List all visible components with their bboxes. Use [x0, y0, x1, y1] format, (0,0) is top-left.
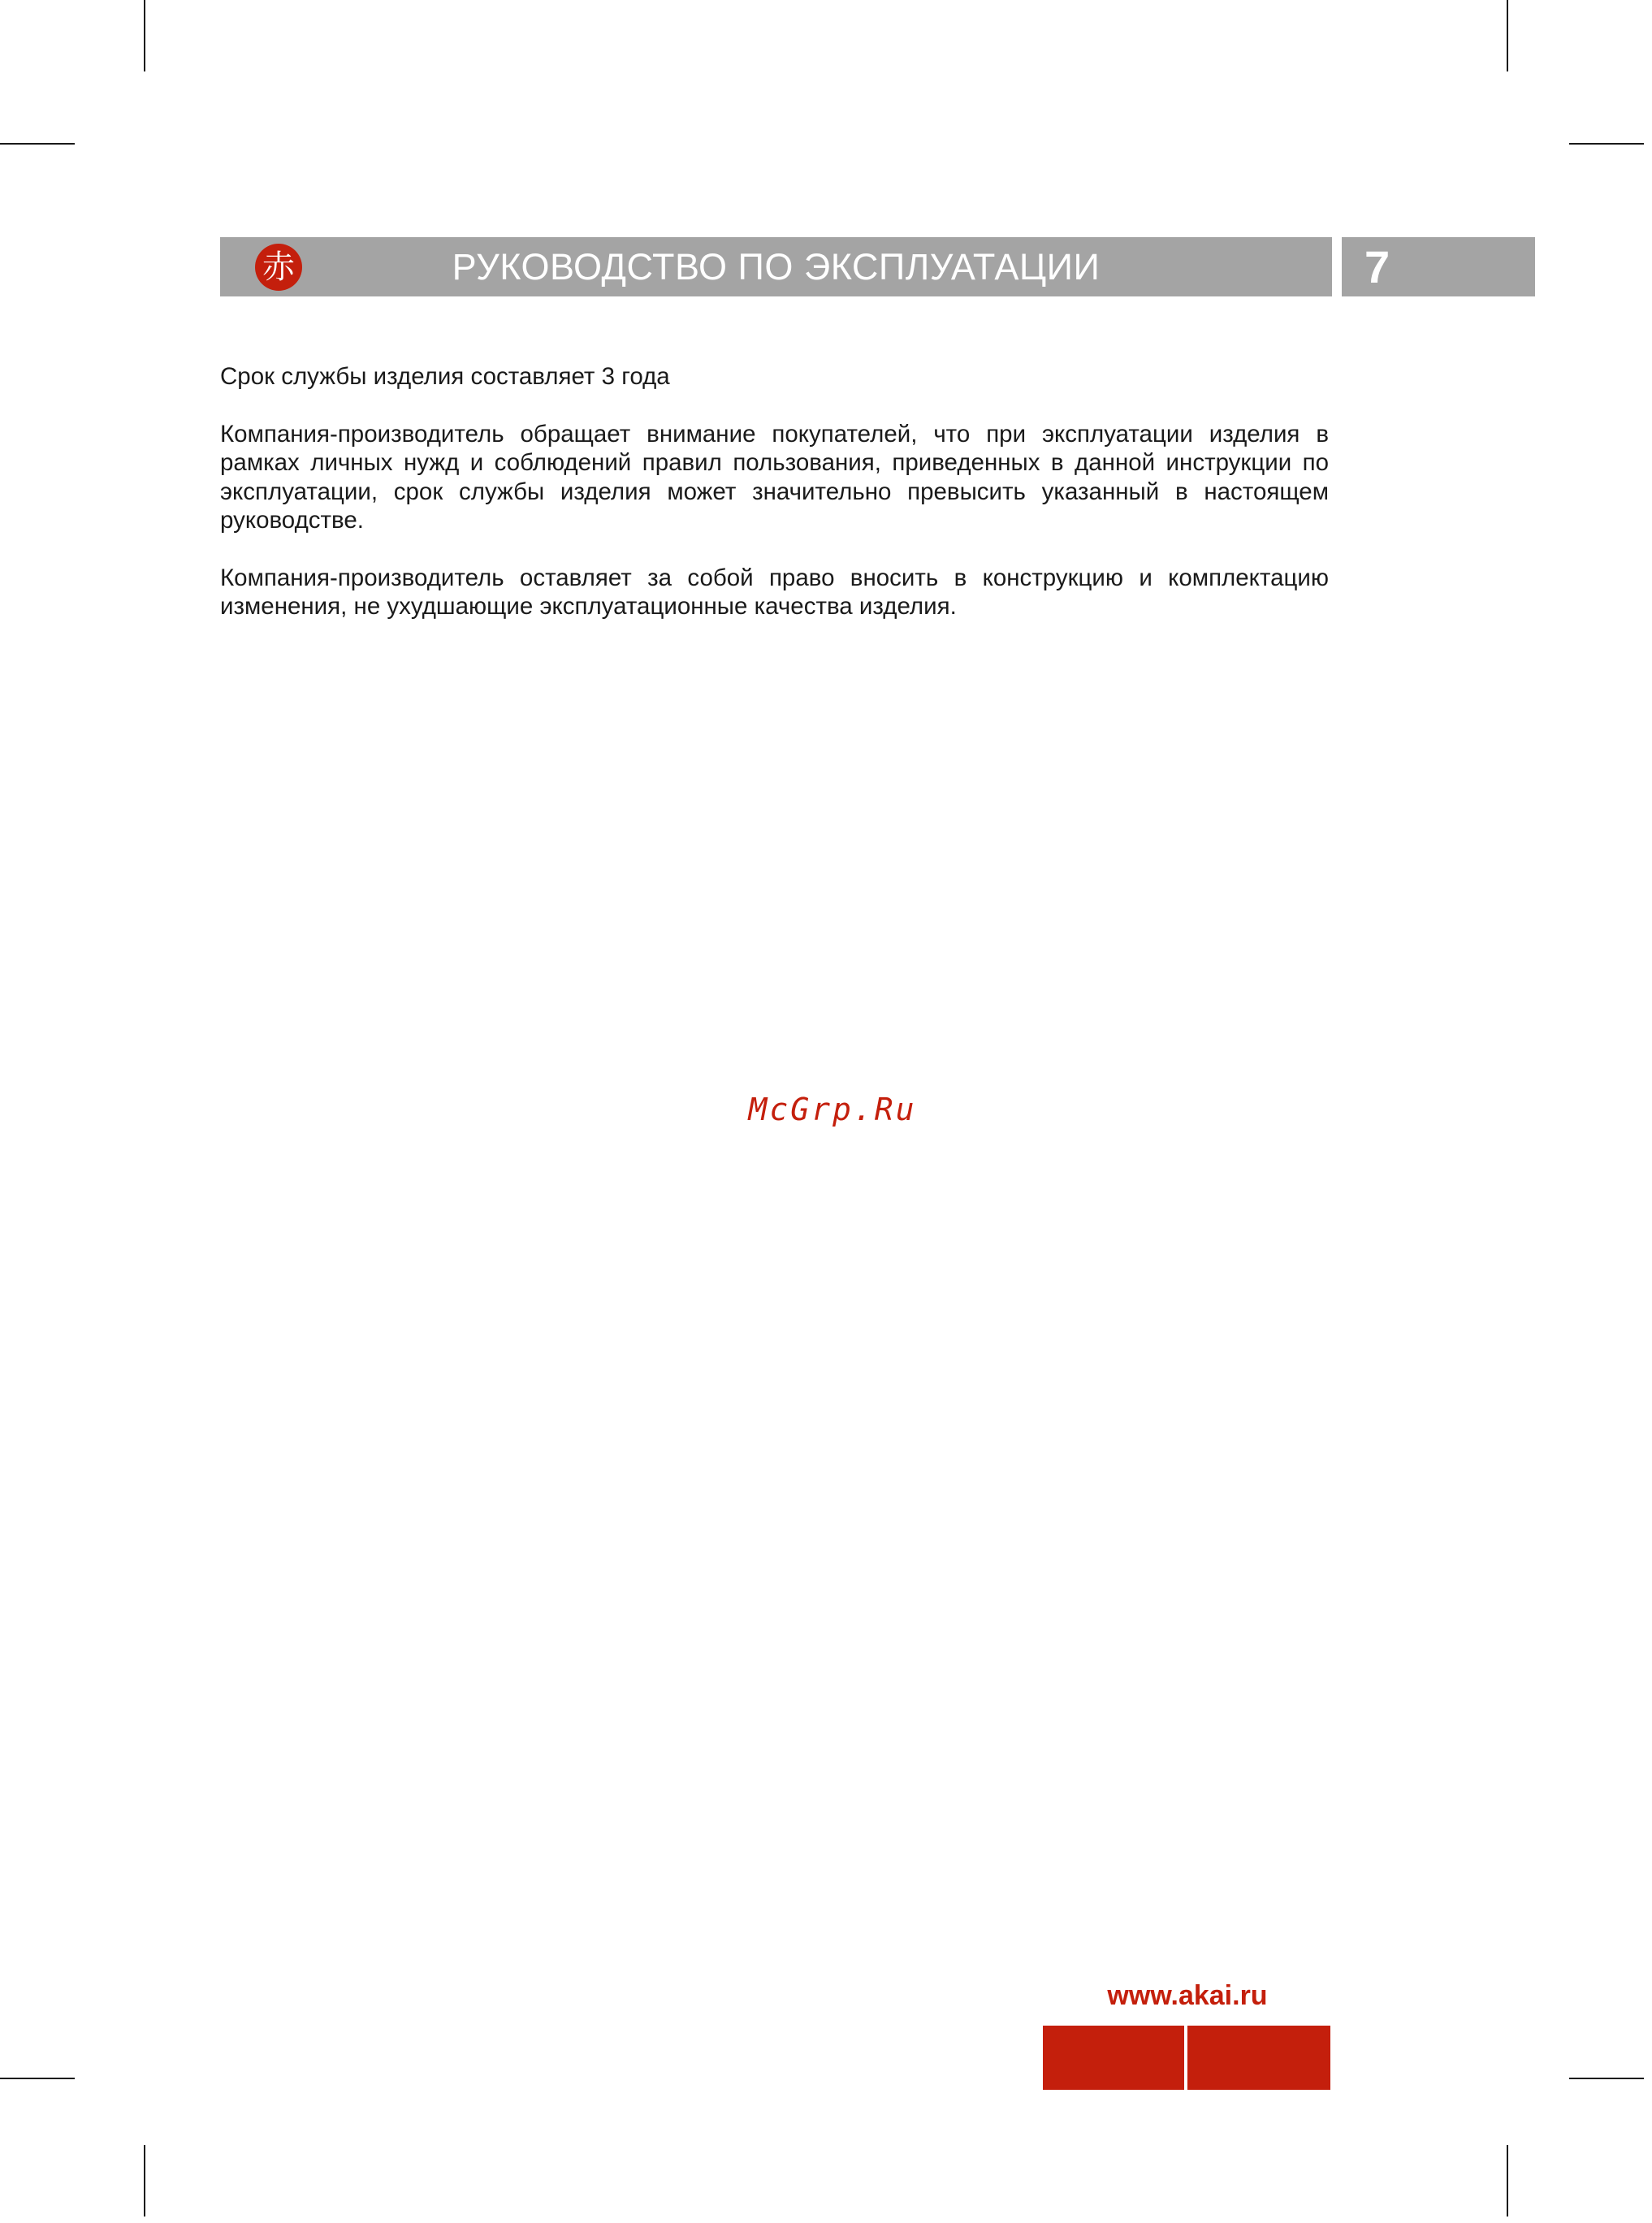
crop-mark	[1507, 2145, 1508, 2217]
footer-website-link[interactable]: www.akai.ru	[1107, 1980, 1268, 2011]
page-number: 7	[1364, 241, 1390, 292]
akai-logo-icon: 赤	[255, 244, 302, 291]
crop-mark	[1569, 143, 1644, 145]
crop-mark	[1569, 2078, 1644, 2079]
footer-red-block-left	[1043, 2026, 1184, 2090]
paragraph-changes-note: Компания-производитель оставляет за собой право вносить в конструкцию и комплектацию изменения, не ухудшающие эксплуатационные качества изделия.	[220, 564, 1329, 620]
crop-mark	[0, 2078, 75, 2079]
footer-red-block-right	[1187, 2026, 1330, 2090]
crop-mark	[144, 2145, 145, 2217]
watermark-text: McGrp.Ru	[748, 1092, 917, 1127]
body-text	[220, 362, 1329, 650]
paragraph-service-life: Срок службы изделия составляет 3 года	[220, 363, 670, 390]
paragraph-service-note: Компания-производитель обращает внимание покупателей, что при эксплуатации изделия в рамках личных нужд и соблюдений правил пользования, приведенных в данной инструкции по эксплуатации, срок службы изделия может значительно превысить указанный в настоящем руководстве.	[220, 420, 1329, 534]
crop-mark	[144, 0, 145, 71]
page-title: РУКОВОДСТВО ПО ЭКСПЛУАТАЦИИ	[452, 245, 1101, 288]
crop-mark	[1507, 0, 1508, 71]
crop-mark	[0, 143, 75, 145]
